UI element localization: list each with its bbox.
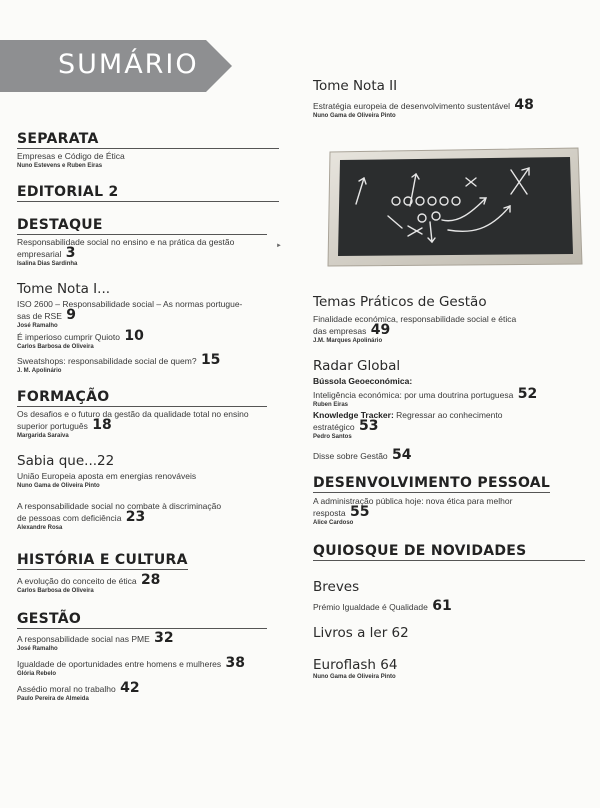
article-author: Alice Cardoso <box>313 520 354 526</box>
article-author: Carlos Barbosa de Oliveira <box>17 344 94 350</box>
page-number: 42 <box>120 680 140 696</box>
entry-line: Regressar ao conhecimento <box>396 410 503 420</box>
section-quiosque <box>313 542 585 561</box>
entry-line: sas de RSE <box>17 311 62 321</box>
article-entry[interactable] <box>17 630 285 646</box>
article-entry[interactable] <box>17 501 285 524</box>
entry-line: A responsabilidade social nas PME <box>17 634 150 644</box>
article-entry[interactable] <box>313 496 585 519</box>
entry-line: Os desafios e o futuro da gestão da qualidade total no ensino <box>17 409 249 419</box>
section-title: HISTÓRIA E CULTURA <box>17 552 188 568</box>
article-author: Nuno Gama de Oliveira Pinto <box>313 674 396 680</box>
section-livros <box>313 625 585 641</box>
article-entry[interactable]: União Europeia aposta em energias renováveis <box>17 471 197 481</box>
chalkboard-illustration <box>326 146 584 268</box>
section-title[interactable]: Livros a ler 62 <box>313 625 409 641</box>
entry-line: É imperioso cumprir Quioto <box>17 332 120 342</box>
section-title: Breves <box>313 579 360 595</box>
article-entry[interactable] <box>17 352 285 368</box>
article-entry[interactable] <box>17 409 285 432</box>
article-entry[interactable] <box>313 314 585 337</box>
article-author: Alexandre Rosa <box>17 525 63 531</box>
page-number: 23 <box>125 509 146 525</box>
right-column-lower <box>313 294 585 680</box>
section-title: SEPARATA <box>17 131 279 149</box>
article-entry[interactable] <box>313 386 585 402</box>
page-number: 32 <box>154 630 174 646</box>
subsection-heading: Knowledge Tracker: <box>313 410 394 420</box>
left-column <box>17 130 285 702</box>
article-author: Nuno Gama de Oliveira Pinto <box>313 113 396 119</box>
article-author: Carlos Barbosa de Oliveira <box>17 588 94 594</box>
article-author: Pedro Santos <box>313 434 352 440</box>
page-number: 38 <box>225 655 246 671</box>
entry-line: ISO 2600 – Responsabilidade social – As normas portugue- <box>17 299 243 309</box>
article-author: Margarida Saraiva <box>17 433 69 439</box>
page-number: 18 <box>92 417 112 433</box>
article-author: Isalina Dias Sardinha <box>17 261 78 267</box>
section-title: Tome Nota I... <box>17 281 111 297</box>
section-title[interactable]: QUIOSQUE DE NOVIDADES <box>313 543 585 561</box>
page-number: 9 <box>66 307 77 323</box>
article-author: Nuno Gama de Oliveira Pinto <box>17 483 100 489</box>
page-number: 10 <box>124 328 144 344</box>
article-author: J.M. Marques Apolinário <box>313 338 383 344</box>
page-number: 49 <box>370 322 391 338</box>
section-tome-nota-1 <box>17 281 285 374</box>
entry-line: Assédio moral no trabalho <box>17 684 116 694</box>
section-formacao <box>17 388 285 439</box>
entry-line: resposta <box>313 508 346 518</box>
section-sabia-que <box>17 453 285 531</box>
entry-line: Prémio Igualdade é Qualidade <box>313 602 428 612</box>
section-title: Sabia que...22 <box>17 453 115 469</box>
entry-line: A responsabilidade social no combate à discriminação <box>17 501 222 511</box>
section-desenvolvimento-pessoal <box>313 474 585 526</box>
article-entry[interactable] <box>313 598 585 614</box>
section-temas-praticos <box>313 294 585 344</box>
article-author: Paulo Pereira de Almeida <box>17 696 89 702</box>
page-number: 48 <box>514 97 534 113</box>
article-entry[interactable] <box>313 410 585 433</box>
page-number: 28 <box>140 572 161 588</box>
entry-line: Disse sobre Gestão <box>313 451 388 461</box>
entry-line: estratégico <box>313 422 355 432</box>
entry-line: A administração pública hoje: nova ética para melhor <box>313 496 513 506</box>
section-title: DESTAQUE <box>17 217 267 235</box>
entry-line: superior português <box>17 421 88 431</box>
page-number: 55 <box>349 504 370 520</box>
section-title[interactable]: Euroflash 64 <box>313 657 398 673</box>
section-title: Tome Nota II <box>313 78 398 94</box>
page-title: SUMÁRIO <box>58 49 199 80</box>
section-title[interactable]: EDITORIAL 2 <box>17 184 279 202</box>
chalkboard-icon <box>326 146 584 268</box>
right-column <box>313 78 585 119</box>
article-author: José Ramalho <box>17 646 58 652</box>
article-entry[interactable]: Empresas e Código de Ética <box>17 151 125 161</box>
page-number: 54 <box>392 447 412 463</box>
article-entry[interactable] <box>17 299 285 322</box>
section-historia-e-cultura <box>17 551 285 594</box>
entry-line: de pessoas com deficiência <box>17 513 122 523</box>
article-entry[interactable] <box>17 655 285 671</box>
section-gestao <box>17 610 285 702</box>
section-title: Radar Global <box>313 358 401 374</box>
article-author: Ruben Eiras <box>313 402 349 408</box>
article-author: J. M. Apolinário <box>17 368 62 374</box>
subsection-heading: Bússola Geoeconómica: <box>313 376 413 386</box>
section-editorial <box>17 183 285 202</box>
section-title: GESTÃO <box>17 611 267 629</box>
article-author: José Ramalho <box>17 323 58 329</box>
sumario-banner <box>0 40 232 92</box>
page-number: 3 <box>65 245 76 261</box>
section-title: DESENVOLVIMENTO PESSOAL <box>313 475 551 491</box>
entry-line: Responsabilidade social no ensino e na prática da gestão <box>17 237 235 247</box>
section-separata <box>17 130 285 169</box>
section-breves <box>313 579 585 613</box>
section-title: Temas Práticos de Gestão <box>313 294 487 310</box>
entry-line: Igualdade de oportunidades entre homens e mulheres <box>17 659 222 669</box>
article-entry[interactable] <box>17 237 285 260</box>
arrow-marker-icon: ► <box>276 243 282 249</box>
section-radar-global <box>313 358 585 462</box>
article-entry[interactable] <box>313 447 585 463</box>
article-entry[interactable] <box>17 680 285 696</box>
page-number: 61 <box>432 598 452 614</box>
section-title: FORMAÇÃO <box>17 389 267 407</box>
entry-line: empresarial <box>17 249 62 259</box>
section-destaque <box>17 216 285 267</box>
page-number: 53 <box>358 418 379 434</box>
article-author: Nuno Estevens e Ruben Eiras <box>17 163 103 169</box>
article-entry[interactable] <box>17 572 285 588</box>
section-euroflash <box>313 657 585 680</box>
entry-line: Sweatshops: responsabilidade social de quem? <box>17 356 197 366</box>
entry-line: Inteligência económica: por uma doutrina portuguesa <box>313 390 514 400</box>
entry-line: Estratégia europeia de desenvolvimento sustentável <box>313 101 511 111</box>
entry-line: Finalidade económica, responsabilidade social e ética <box>313 314 517 324</box>
article-entry[interactable] <box>313 97 585 113</box>
section-tome-nota-2 <box>313 78 585 119</box>
entry-line: das empresas <box>313 326 367 336</box>
page-number: 52 <box>517 386 538 402</box>
page-number: 15 <box>200 352 221 368</box>
article-entry[interactable] <box>17 328 285 344</box>
entry-line: A evolução do conceito de ética <box>17 576 137 586</box>
article-author: Glória Rebelo <box>17 671 57 677</box>
